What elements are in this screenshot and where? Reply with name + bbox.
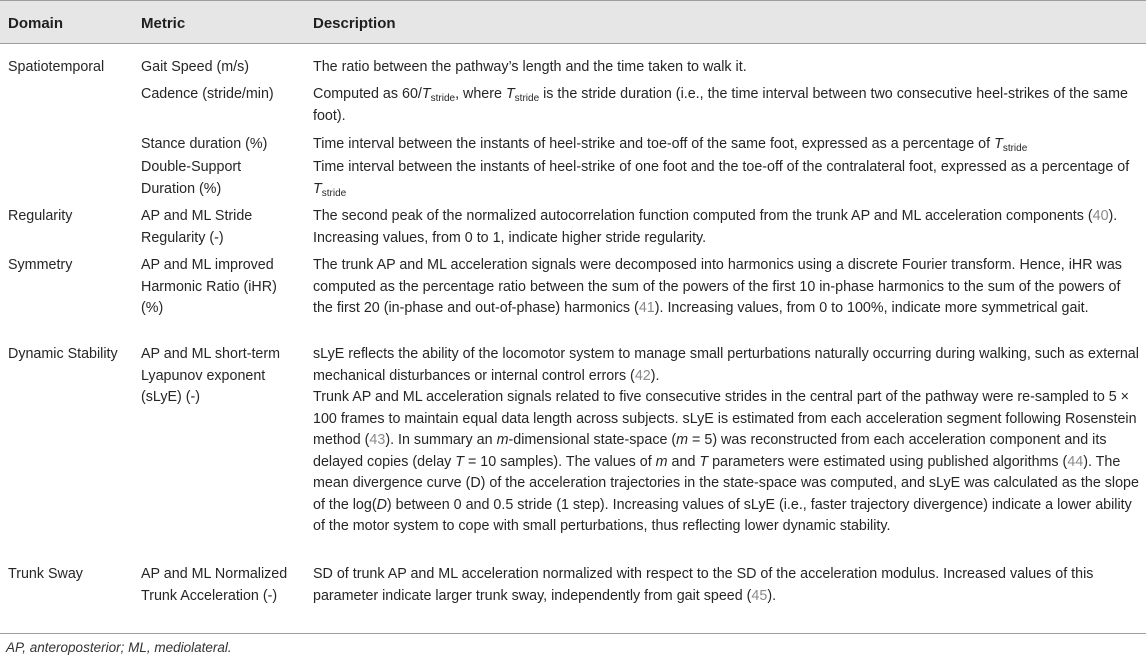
row-metric: AP and ML Normalized Trunk Acceleration (-): [141, 566, 288, 604]
row-metric: AP and ML improved Harmonic Ratio (iHR) (%): [141, 257, 277, 316]
row-description: The second peak of the normalized autocorrelation function computed from the trunk AP and ML acceleration components (40). Increasing values, from 0 to 1, indicate higher stride regularity.: [313, 208, 1118, 246]
row-metric: AP and ML short-term Lyapunov exponent (sLyE) (-): [141, 346, 281, 405]
header-metric: Metric: [141, 15, 186, 32]
reference-link[interactable]: 43: [369, 432, 386, 448]
row-domain: Spatiotemporal: [8, 59, 105, 75]
table-bottom-rule: [0, 633, 1146, 634]
row-description: Computed as $60/T_{stride}$, where $T_{stride}$ is the stride duration (i.e., the time interval between two consecutive heel-strikes of the same foot).: [313, 86, 1128, 124]
table-footnote: AP, anteroposterior; ML, mediolateral.: [6, 640, 232, 655]
row-description: The ratio between the pathway’s length and the time taken to walk it.: [313, 59, 747, 75]
row-metric: Cadence (stride/min): [141, 86, 274, 102]
reference-link[interactable]: 44: [1067, 453, 1084, 470]
reference-link[interactable]: 40: [1092, 208, 1109, 224]
row-domain: Dynamic Stability: [8, 346, 118, 362]
row-metric: AP and ML Stride Regularity (-): [141, 208, 253, 246]
row-description: Time interval between the instants of heel-strike and toe-off of the same foot, expressed as a percentage of $T_{stride}$: [313, 136, 1028, 154]
description-paragraph: sLyE reflects the ability of the locomotor system to manage small perturbations naturally occurring during walking, such as external mechanical disturbances or internal control errors (42).: [313, 346, 1139, 384]
row-metric: Stance duration (%): [141, 136, 268, 152]
reference-link[interactable]: 41: [638, 300, 655, 316]
description-paragraph: Trunk AP and ML acceleration signals related to five consecutive strides in the central part of the pathway were re-sampled to 5 × 100 frames to maintain equal data length across subjects. sLyE is estimated from each acceleration segment following Rosenstein method (43). In summary an m-dimensional state-space (m = 5) was reconstructed from each acceleration component and its delayed copies (delay T = 10 samples). The values of m and T parameters were estimated using published algorithms (44). The mean divergence curve (D) of the acceleration trajectories in the state-space was computed, and sLyE was calculated as the slope of the log(D) between 0 and 0.5 stride (1 step). Increasing values of sLyE (i.e., faster trajectory divergence) indicate a lower ability of the motor system to cope with small perturbations, thus reflecting lower dynamic stability.: [313, 389, 1139, 534]
header-domain: Domain: [8, 15, 64, 32]
row-description: [313, 344, 1139, 538]
header-description: Description: [313, 15, 396, 32]
row-domain: Regularity: [8, 208, 73, 224]
row-description: The trunk AP and ML acceleration signals were decomposed into harmonics using a discrete Fourier transform. Hence, iHR was computed as the percentage ratio between the sum of the powers of the first 10 in-phase harmonics to the sum of the powers of the first 20 (in-phase and out-of-phase) harmonics (41). Increasing values, from 0 to 100%, indicate more symmetrical gait.: [313, 257, 1122, 316]
row-domain: Trunk Sway: [8, 566, 83, 582]
table-header: [0, 0, 1146, 44]
row-description: SD of trunk AP and ML acceleration normalized with respect to the SD of the acceleration modulus. Increased values of this parameter indicate larger trunk sway, independently from gait speed (45).: [313, 566, 1094, 604]
reference-link[interactable]: 42: [634, 367, 651, 384]
reference-link[interactable]: 45: [751, 587, 768, 604]
row-metric: Gait Speed (m/s): [141, 59, 250, 75]
row-metric: Double-Support Duration (%): [141, 159, 242, 197]
row-domain: Symmetry: [8, 257, 73, 273]
row-description: Time interval between the instants of heel-strike of one foot and the toe-off of the contralateral foot, expressed as a percentage of $T_{stride}$: [313, 159, 1130, 199]
